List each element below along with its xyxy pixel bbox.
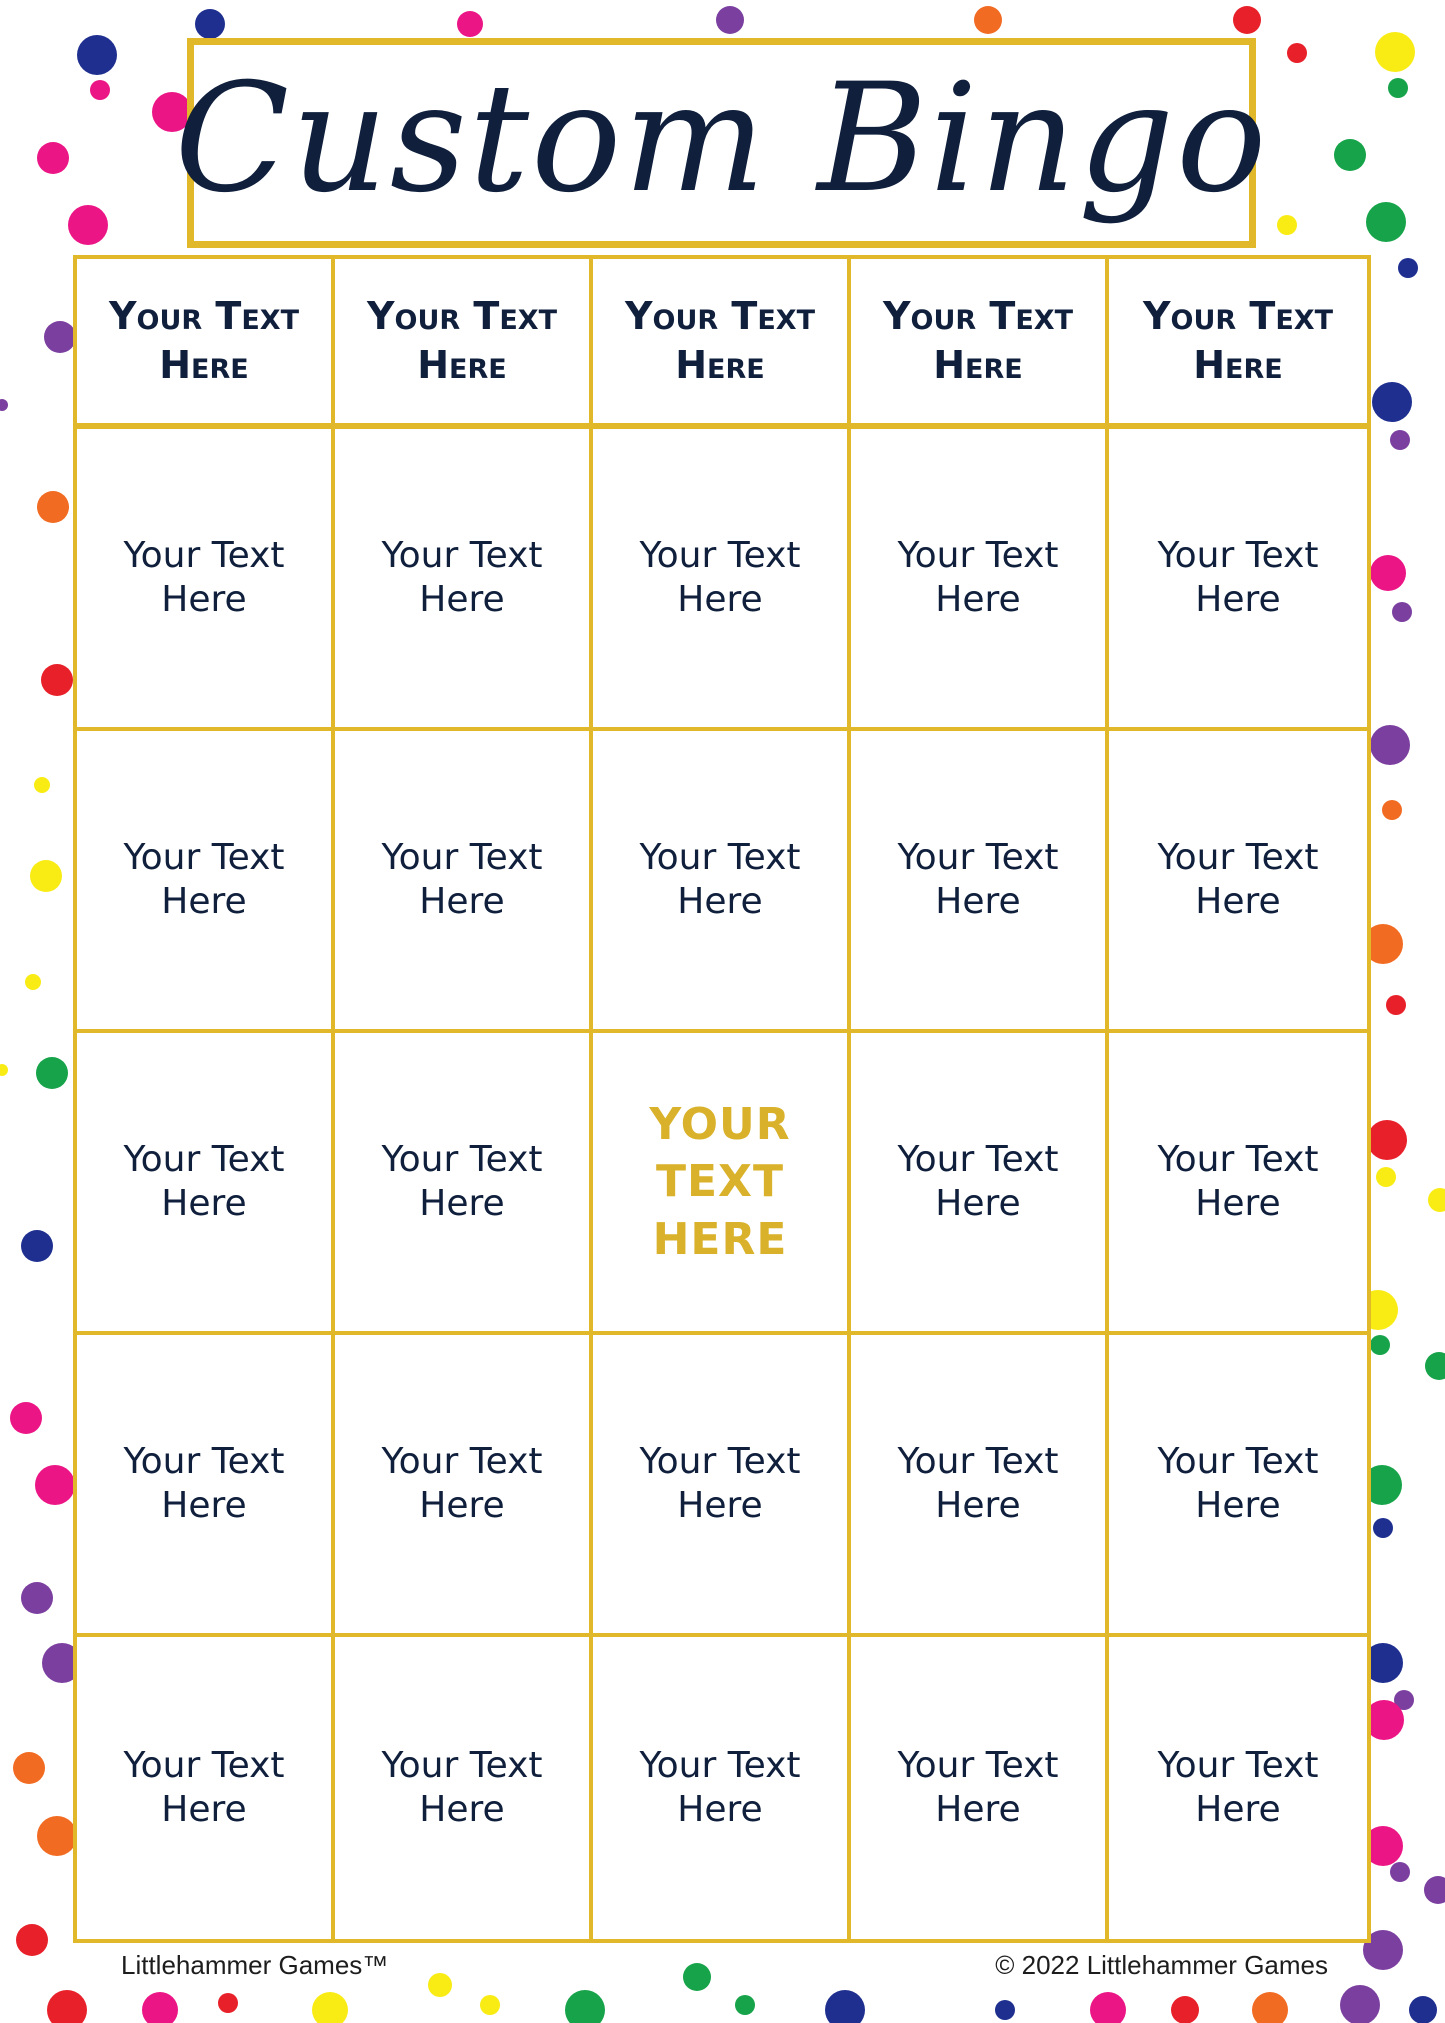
confetti-dot [41,664,73,696]
confetti-dot [90,80,110,100]
confetti-dot [0,1064,8,1076]
confetti-dot [716,6,744,34]
confetti-dot [1334,139,1366,171]
confetti-dot [30,860,62,892]
footer-brand: Littlehammer Games™ [121,1950,389,1980]
confetti-dot [565,1990,605,2023]
header-cell: Your Text Here [335,259,593,423]
footer-copyright: © 2022 Littlehammer Games [995,1950,1328,1980]
bingo-cell: Your Text Here [1109,429,1367,731]
bingo-cell: Your Text Here [335,1637,593,1939]
bingo-cell: Your Text Here [851,1335,1109,1637]
confetti-dot [1373,1518,1393,1538]
confetti-dot [10,1402,42,1434]
confetti-dot [1370,1335,1390,1355]
confetti-dot [195,9,225,39]
bingo-grid [77,429,1367,1939]
confetti-dot [1233,6,1261,34]
title-box [174,38,1269,248]
bingo-cell: Your Text Here [1109,1335,1367,1637]
confetti-dot [1390,430,1410,450]
confetti-dot [1370,555,1406,591]
confetti-dot [480,1995,500,2015]
confetti-dot [1409,1996,1437,2023]
bingo-cell: Your Text Here [593,1335,851,1637]
confetti-dot [1367,1120,1407,1160]
confetti-dot [1388,78,1408,98]
confetti-dot [974,6,1002,34]
bingo-cell: Your Text Here [77,731,335,1033]
confetti-dot [21,1582,53,1614]
header-cell: Your Text Here [851,259,1109,423]
bingo-cell: Your Text Here [1109,731,1367,1033]
confetti-dot [218,1993,238,2013]
bingo-cell: Your Text Here [77,1335,335,1637]
confetti-dot [1425,1352,1445,1380]
bingo-cell: Your Text Here [335,429,593,731]
confetti-dot [1277,215,1297,235]
bingo-cell: Your Text Here [593,731,851,1033]
header-row [77,259,1367,429]
confetti-dot [37,142,69,174]
confetti-dot [1171,1996,1199,2023]
confetti-dot [16,1924,48,1956]
confetti-dot [142,1992,178,2023]
confetti-dot [312,1992,348,2023]
confetti-dot [735,1995,755,2015]
bingo-cell: Your Text Here [335,731,593,1033]
header-cell: Your Text Here [1142,293,1333,387]
confetti-dot [825,1990,865,2023]
free-space-cell: YOUR TEXT HERE [593,1033,851,1335]
confetti-dot [1252,1992,1288,2023]
confetti-dot [1366,202,1406,242]
bingo-cell: Your Text Here [1109,1033,1367,1335]
bingo-cell: Your Text Here [335,1335,593,1637]
confetti-dot [36,1057,68,1089]
confetti-dot [1392,602,1412,622]
bingo-cell: Your Text Here [77,1033,335,1335]
bingo-cell: Your Text Here [851,429,1109,731]
confetti-dot [1382,800,1402,820]
bingo-cell: Your Text Here [593,1637,851,1939]
header-cell: Your Text Here [593,259,851,423]
confetti-dot [77,35,117,75]
confetti-dot [683,1963,711,1991]
confetti-dot [1398,258,1418,278]
bingo-board [73,255,1371,1943]
confetti-dot [1375,32,1415,72]
bingo-cell: Your Text Here [851,1033,1109,1335]
confetti-dot [1390,1862,1410,1882]
page-title: Custom Bingo [174,52,1269,226]
confetti-dot [47,1990,87,2023]
bingo-cell: Your Text Here [335,1033,593,1335]
confetti-dot [428,1973,452,1997]
confetti-dot [13,1752,45,1784]
confetti-dot [37,491,69,523]
confetti-dot [1424,1876,1445,1904]
confetti-dot [25,974,41,990]
confetti-dot [1287,43,1307,63]
bingo-cell: Your Text Here [593,429,851,731]
bingo-cell: Your Text Here [77,429,335,731]
confetti-dot [21,1230,53,1262]
confetti-dot [68,205,108,245]
confetti-dot [34,777,50,793]
confetti-dot [1386,995,1406,1015]
confetti-dot [0,399,8,411]
confetti-dot [995,2000,1015,2020]
confetti-dot [44,321,76,353]
bingo-cell: Your Text Here [77,1637,335,1939]
confetti-dot [457,11,483,37]
header-cell: Your Text Here [77,259,335,423]
confetti-dot [1340,1985,1380,2023]
bingo-cell: Your Text Here [1157,1745,1319,1830]
bingo-cell: Your Text Here [851,731,1109,1033]
confetti-dot [1090,1992,1126,2023]
bingo-cell: Your Text Here [851,1637,1109,1939]
confetti-dot [1376,1167,1396,1187]
confetti-dot [35,1465,75,1505]
confetti-dot [1428,1188,1445,1212]
confetti-dot [37,1816,77,1856]
confetti-dot [1370,725,1410,765]
confetti-dot [1372,382,1412,422]
